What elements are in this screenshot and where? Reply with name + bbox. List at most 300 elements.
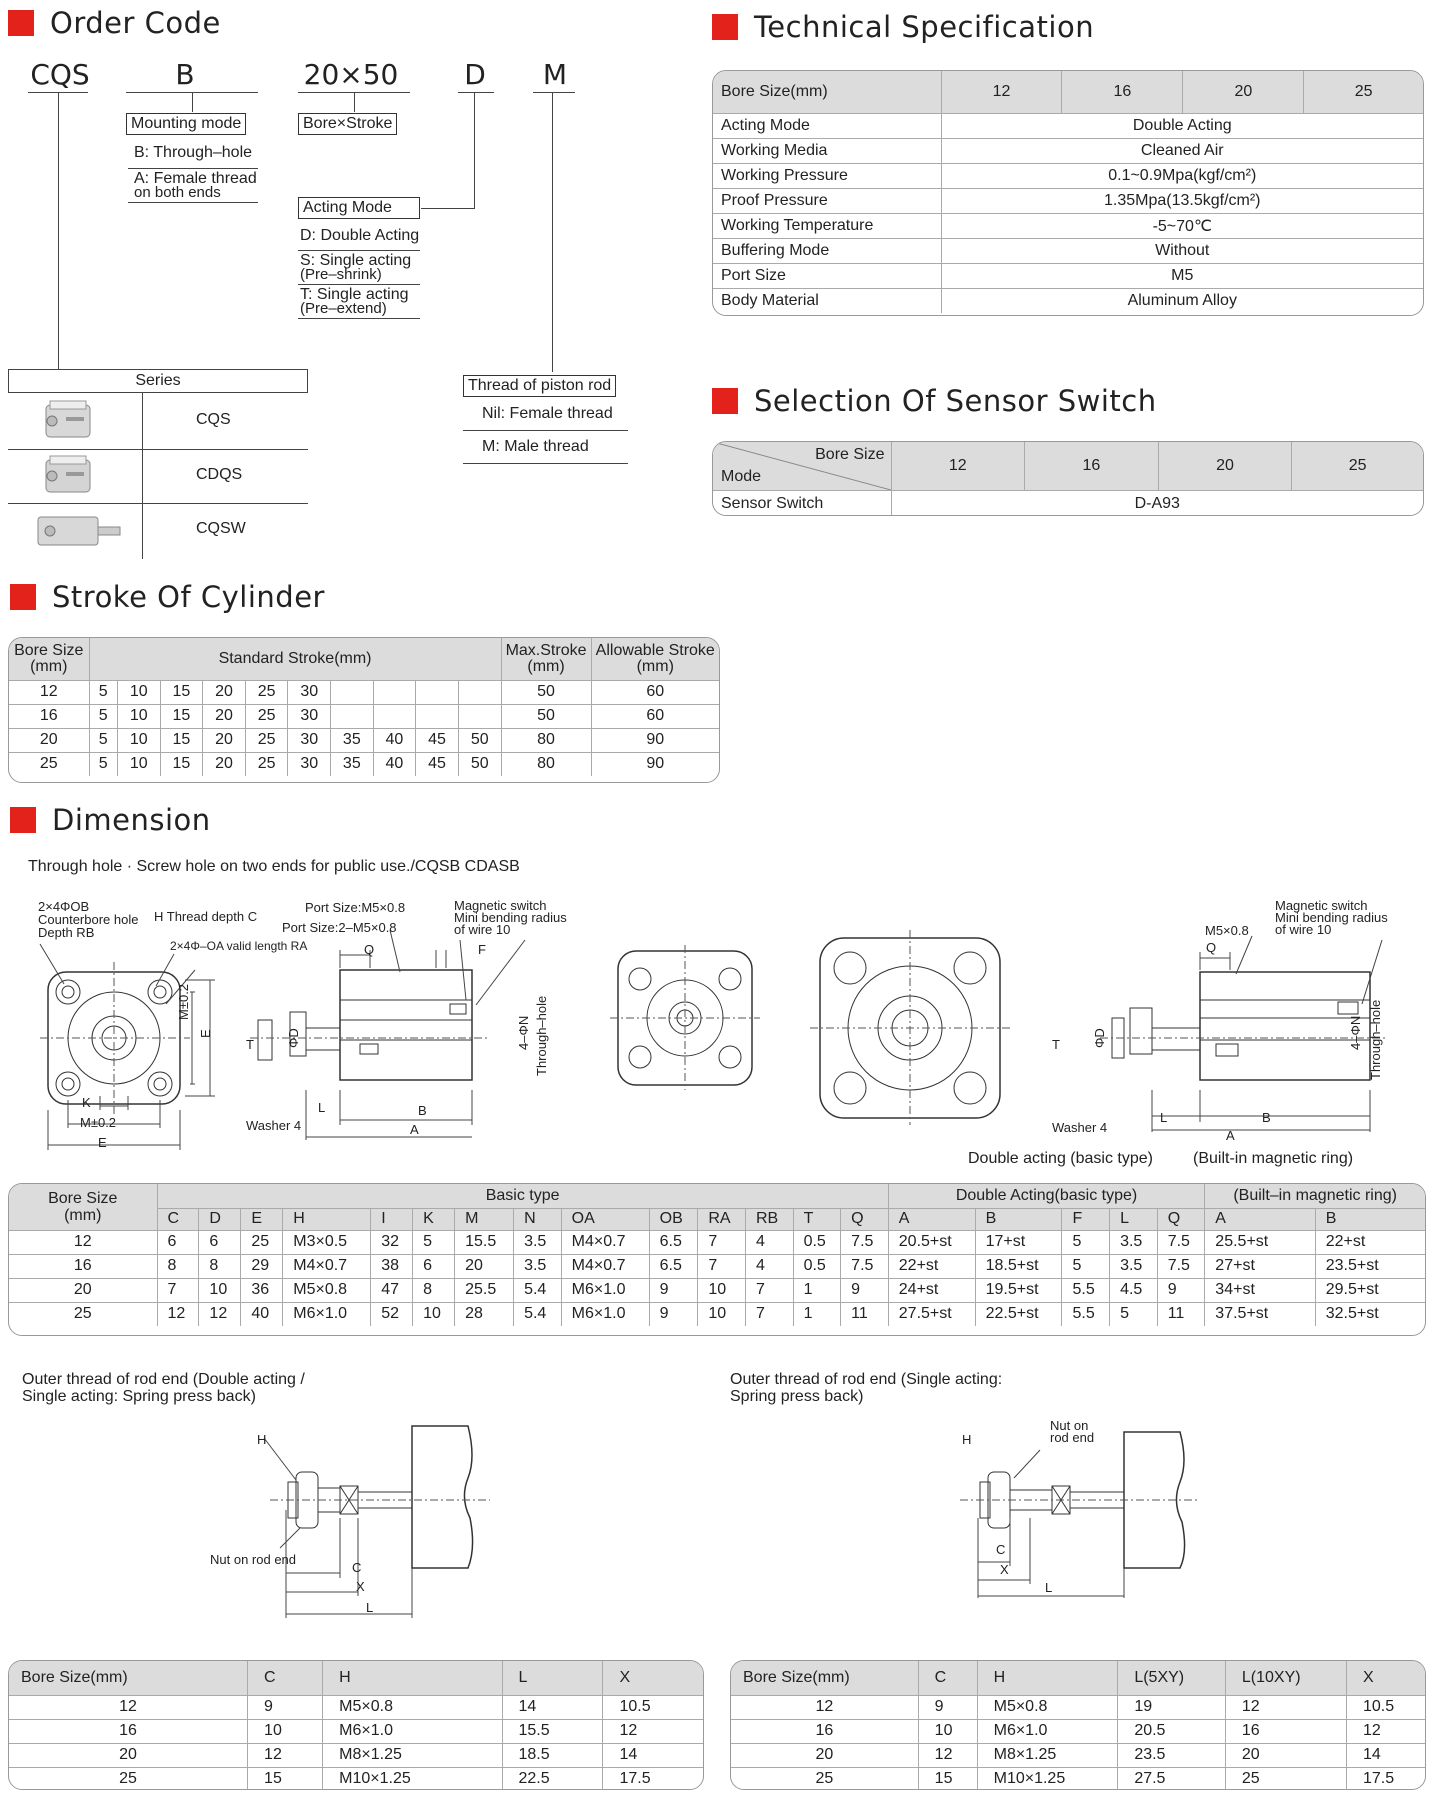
dim-col-header: I [371, 1208, 413, 1230]
dim-cell: 7.5 [841, 1230, 889, 1254]
stroke-cell [458, 704, 501, 728]
dimension-subtitle: Through hole · Screw hole on two ends for public use./CQSB CDASB [28, 858, 520, 875]
label-q: Q [364, 942, 375, 957]
stroke-cell: 30 [288, 704, 331, 728]
stroke-cell: 80 [501, 728, 591, 752]
dim-col-header: B [975, 1208, 1062, 1230]
acting-option-t-2: (Pre–extend) [300, 300, 387, 317]
rod-left-cell: 10.5 [603, 1695, 703, 1719]
dim-cell: 7 [698, 1254, 746, 1278]
dim-col-header: A [1205, 1208, 1315, 1230]
spec-row-value: -5~70℃ [941, 213, 1423, 238]
rod-left-cell: 9 [248, 1695, 323, 1719]
rod-right-header: C [918, 1661, 977, 1695]
dim-cell: 22+st [1315, 1230, 1425, 1254]
dim-col-header: K [413, 1208, 455, 1230]
rod-right-cell: M8×1.25 [977, 1743, 1118, 1767]
dim-col-header: H [283, 1208, 371, 1230]
sensor-value: D-A93 [891, 490, 1423, 516]
sensor-corner-cell [713, 442, 891, 490]
dim-cell: 5.4 [514, 1278, 562, 1302]
label-mag3: of wire 10 [454, 922, 511, 937]
cqsw-cylinder-icon [30, 507, 130, 555]
dim-cell: 5 [1110, 1302, 1158, 1326]
label-mag2: Mini bending radius [454, 910, 567, 925]
sensor-size-16: 16 [1025, 442, 1159, 490]
dim-cell: 3.5 [514, 1254, 562, 1278]
dim-cell: 11 [1157, 1302, 1205, 1326]
dim-col-header: OA [561, 1208, 649, 1230]
rod-left-cell: 10 [248, 1719, 323, 1743]
rod-left-cell: 14 [603, 1743, 703, 1767]
rod-right-cell: 14 [1346, 1743, 1425, 1767]
label-mag2-right: Mini bending radius [1275, 910, 1388, 925]
dim-cell: 36 [241, 1278, 283, 1302]
label-mag1: Magnetic switch [454, 898, 547, 913]
spec-row-label: Body Material [713, 288, 941, 313]
dim-cell: 8 [157, 1254, 199, 1278]
rod-left-table [8, 1660, 704, 1790]
label-a: A [410, 1122, 419, 1137]
dim-cell: 9 [841, 1278, 889, 1302]
dim-cell: 9 [649, 1278, 698, 1302]
dim-col-header: M [455, 1208, 514, 1230]
rod-left-header: L [502, 1661, 603, 1695]
stroke-cell: 15 [160, 752, 203, 776]
rod-left-caption-1: Outer thread of rod end (Double acting / [22, 1371, 305, 1388]
acting-option-t: T: Single acting [300, 286, 409, 303]
rod-left-l: L [366, 1600, 374, 1615]
stroke-cell: 45 [416, 728, 459, 752]
rod-right-cell: 12 [1346, 1719, 1425, 1743]
rod-right-cell: M10×1.25 [977, 1767, 1118, 1790]
dim-col-header: D [199, 1208, 241, 1230]
rod-right-cell: 23.5 [1118, 1743, 1226, 1767]
rod-left-cell: 12 [9, 1695, 248, 1719]
label-oa: 2×4Φ–OA valid length RA [170, 939, 308, 953]
order-code-title: Order Code [8, 6, 221, 40]
stroke-cell: 20 [9, 728, 89, 752]
dim-cell: 10 [698, 1278, 746, 1302]
rod-right-cell: 12 [918, 1743, 977, 1767]
rod-left-c: C [352, 1560, 362, 1575]
rod-left-cell: 22.5 [502, 1767, 603, 1790]
rod-right-cell: M6×1.0 [977, 1719, 1118, 1743]
dim-cell: 25.5+st [1205, 1230, 1315, 1254]
rod-right-x: X [1000, 1562, 1009, 1577]
dim-cell: 12 [199, 1302, 241, 1326]
rod-left-cell: 16 [9, 1719, 248, 1743]
dim-cell: 7 [745, 1302, 793, 1326]
dim-cell: 4.5 [1110, 1278, 1158, 1302]
stroke-cell: 50 [501, 680, 591, 704]
sensor-title: Selection Of Sensor Switch [712, 384, 1157, 418]
dim-cell: 38 [371, 1254, 413, 1278]
stroke-cell: 35 [331, 728, 374, 752]
rod-right-caption-1: Outer thread of rod end (Single acting: [730, 1371, 1003, 1388]
dim-col-header: C [157, 1208, 199, 1230]
sensor-row-label: Sensor Switch [713, 490, 891, 516]
dim-cell: 8 [199, 1254, 241, 1278]
label-n-right: 4–ΦN [1348, 1015, 1363, 1050]
sensor-table [712, 441, 1424, 516]
dim-col-header: N [514, 1208, 562, 1230]
stroke-cell: 5 [89, 752, 117, 776]
rod-left-cell: M8×1.25 [323, 1743, 502, 1767]
stroke-cell: 20 [203, 752, 246, 776]
red-square-icon [712, 14, 738, 40]
stroke-cell [416, 704, 459, 728]
rod-left-h: H [257, 1432, 267, 1447]
stroke-cell: 40 [373, 728, 416, 752]
rod-right-c: C [996, 1542, 1006, 1557]
dim-cell: 15.5 [455, 1230, 514, 1254]
rod-end-right-drawing [940, 1418, 1220, 1628]
label-b: B [418, 1103, 427, 1118]
stroke-cell: 30 [288, 680, 331, 704]
dim-cell: 27.5+st [888, 1302, 975, 1326]
acting-option-s: S: Single acting [300, 252, 412, 269]
rod-right-cell: 20.5 [1118, 1719, 1226, 1743]
code-mounting: B [175, 58, 195, 91]
dim-col-header: A [888, 1208, 975, 1230]
series-cqs: CQS [196, 411, 231, 428]
rod-left-header: X [603, 1661, 703, 1695]
rod-left-row [9, 1767, 703, 1790]
label-a-right: A [1226, 1128, 1235, 1143]
dim-cell: 29.5+st [1315, 1278, 1425, 1302]
stroke-cell [373, 680, 416, 704]
rod-left-cell: 25 [9, 1767, 248, 1790]
spec-header-bore: Bore Size(mm) [713, 71, 941, 113]
rod-right-row [731, 1719, 1425, 1743]
label-n: 4–ΦN [516, 1015, 531, 1050]
dim-cell: 11 [841, 1302, 889, 1326]
dim-row [9, 1230, 1425, 1254]
rod-right-cell: 25 [1225, 1767, 1346, 1790]
code-acting: D [464, 58, 486, 91]
dim-cell: 3.5 [1110, 1254, 1158, 1278]
dim-cell: 10 [698, 1302, 746, 1326]
dim-cell: 32.5+st [1315, 1302, 1425, 1326]
stroke-cell: 25 [245, 680, 288, 704]
sensor-size-25: 25 [1292, 442, 1423, 490]
dim-cell: 3.5 [1110, 1230, 1158, 1254]
spec-row-label: Working Media [713, 138, 941, 163]
rod-right-h: H [962, 1432, 972, 1447]
cqs-cylinder-icon [36, 397, 106, 445]
stroke-cell [331, 680, 374, 704]
dimension-title: Dimension [10, 803, 211, 837]
rod-left-cell: 17.5 [603, 1767, 703, 1790]
stroke-row [9, 704, 719, 728]
dim-cell: 25.5 [455, 1278, 514, 1302]
spec-header-12: 12 [941, 71, 1062, 113]
dim-cell: 7.5 [841, 1254, 889, 1278]
spec-row-value: 0.1~0.9Mpa(kgf/cm²) [941, 163, 1423, 188]
dim-row [9, 1278, 1425, 1302]
rod-right-row [731, 1767, 1425, 1790]
rod-right-cell: 12 [1225, 1695, 1346, 1719]
acting-option-s-2: (Pre–shrink) [300, 266, 382, 283]
dim-cell: M4×0.7 [561, 1230, 649, 1254]
acting-mode-label: Acting Mode [298, 197, 420, 219]
rod-left-cell: M5×0.8 [323, 1695, 502, 1719]
rod-right-header: Bore Size(mm) [731, 1661, 918, 1695]
rod-left-cell: 12 [603, 1719, 703, 1743]
spec-row-value: Without [941, 238, 1423, 263]
label-t: T [246, 1037, 254, 1052]
dim-group-basic: Basic type [157, 1184, 888, 1208]
dim-cell: 4 [745, 1254, 793, 1278]
dim-cell: 6.5 [649, 1254, 698, 1278]
dim-row [9, 1254, 1425, 1278]
stroke-cell: 35 [331, 752, 374, 776]
dim-cell: 22.5+st [975, 1302, 1062, 1326]
dim-cell: M5×0.8 [283, 1278, 371, 1302]
dim-cell: 18.5+st [975, 1254, 1062, 1278]
red-square-icon [712, 388, 738, 414]
dim-cell: 5 [413, 1230, 455, 1254]
series-label: Series [8, 369, 308, 393]
stroke-cell: 20 [203, 680, 246, 704]
rod-left-cell: 14 [502, 1695, 603, 1719]
rod-right-nut-1: Nut on [1050, 1418, 1089, 1433]
rod-right-header: X [1346, 1661, 1425, 1695]
series-table [8, 369, 308, 559]
dim-col-header: L [1110, 1208, 1158, 1230]
stroke-cell: 30 [288, 728, 331, 752]
rod-right-cell: 12 [731, 1695, 918, 1719]
caption-magnetic: (Built-in magnetic ring) [1193, 1150, 1354, 1167]
red-square-icon [10, 807, 36, 833]
label-washer: Washer 4 [246, 1118, 302, 1133]
label-through-right: Through–hole [1368, 999, 1383, 1080]
sensor-size-12: 12 [891, 442, 1025, 490]
dim-group-magnetic: (Built–in magnetic ring) [1205, 1184, 1425, 1208]
label-through: Through–hole [534, 995, 549, 1076]
stroke-row [9, 752, 719, 776]
mounting-option-a-2: on both ends [134, 184, 221, 201]
red-square-icon [10, 584, 36, 610]
rod-right-cell: 20 [731, 1743, 918, 1767]
series-cqsw: CQSW [196, 520, 246, 537]
mounting-option-a: A: Female thread [134, 170, 257, 187]
stroke-row [9, 680, 719, 704]
spec-header-20: 20 [1183, 71, 1304, 113]
stroke-cell: 25 [245, 752, 288, 776]
stroke-cell: 10 [117, 704, 160, 728]
spec-row-value: Aluminum Alloy [941, 288, 1423, 313]
dim-cell: 17+st [975, 1230, 1062, 1254]
spec-header-25: 25 [1304, 71, 1423, 113]
code-bore-stroke: 20×50 [303, 58, 399, 91]
dim-cell: 0.5 [793, 1254, 841, 1278]
dim-cell: 7 [698, 1230, 746, 1254]
dim-cell: 20 [9, 1278, 157, 1302]
code-series: CQS [30, 58, 90, 91]
rod-right-header: L(5XY) [1118, 1661, 1226, 1695]
dim-cell: 5.4 [514, 1302, 562, 1326]
dimension-table [8, 1183, 1426, 1336]
thread-option-m: M: Male thread [482, 438, 589, 455]
label-port2: Port Size:2–M5×0.8 [282, 920, 397, 935]
stroke-cell: 20 [203, 728, 246, 752]
thread-label: Thread of piston rod [463, 375, 616, 397]
dim-col-header: Q [841, 1208, 889, 1230]
dim-cell: 25 [241, 1230, 283, 1254]
stroke-cell [416, 680, 459, 704]
dim-header-bore: Bore Size (mm) [9, 1184, 157, 1230]
spec-row-label: Working Pressure [713, 163, 941, 188]
dim-col-header: Q [1157, 1208, 1205, 1230]
stroke-header-allowable: Allowable Stroke (mm) [591, 638, 719, 680]
dim-cell: 5.5 [1062, 1278, 1110, 1302]
mounting-mode-label: Mounting mode [126, 113, 246, 135]
rod-right-l: L [1045, 1580, 1053, 1595]
stroke-cell [373, 704, 416, 728]
spec-row-label: Acting Mode [713, 113, 941, 138]
dim-cell: 1 [793, 1302, 841, 1326]
dim-cell: 10 [413, 1302, 455, 1326]
rod-right-row [731, 1743, 1425, 1767]
dim-row [9, 1302, 1425, 1326]
stroke-cell: 90 [591, 728, 719, 752]
dim-cell: 23.5+st [1315, 1254, 1425, 1278]
stroke-cell: 10 [117, 752, 160, 776]
dim-cell: M6×1.0 [561, 1302, 649, 1326]
dim-cell: 29 [241, 1254, 283, 1278]
dim-cell: 27+st [1205, 1254, 1315, 1278]
stroke-cell: 15 [160, 704, 203, 728]
rod-left-row [9, 1719, 703, 1743]
label-d-right: ΦD [1092, 1028, 1107, 1048]
label-d: ΦD [286, 1028, 301, 1048]
stroke-cell [331, 704, 374, 728]
dim-cell: 20 [455, 1254, 514, 1278]
label-m5: M5×0.8 [1205, 923, 1249, 938]
series-cdqs: CDQS [196, 466, 243, 483]
rod-right-nut-2: rod end [1050, 1430, 1095, 1445]
label-port1: Port Size:M5×0.8 [305, 900, 406, 915]
dim-cell: 10 [199, 1278, 241, 1302]
label-washer-right: Washer 4 [1052, 1120, 1108, 1135]
dim-cell: 7 [157, 1278, 199, 1302]
spec-row-value: Cleaned Air [941, 138, 1423, 163]
dim-cell: M6×1.0 [283, 1302, 371, 1326]
dim-cell: 1 [793, 1278, 841, 1302]
dim-col-header: RB [745, 1208, 793, 1230]
stroke-cell: 25 [245, 728, 288, 752]
dim-cell: 6 [413, 1254, 455, 1278]
dim-col-header: RA [698, 1208, 746, 1230]
rod-right-cell: 25 [731, 1767, 918, 1790]
dim-cell: 16 [9, 1254, 157, 1278]
stroke-cell: 60 [591, 680, 719, 704]
dim-cell: M6×1.0 [561, 1278, 649, 1302]
stroke-cell: 10 [117, 728, 160, 752]
red-square-icon [8, 10, 34, 36]
end-view-small-drawing [610, 945, 760, 1090]
label-l-right: L [1160, 1110, 1168, 1125]
label-k: K [82, 1095, 91, 1110]
spec-row-label: Port Size [713, 263, 941, 288]
dim-cell: 5 [1062, 1254, 1110, 1278]
side-view-drawing [240, 900, 560, 1140]
rod-right-row [731, 1695, 1425, 1719]
rod-right-table [730, 1660, 1426, 1790]
bore-stroke-label: Bore×Stroke [298, 113, 397, 135]
dim-cell: 37.5+st [1205, 1302, 1315, 1326]
dim-cell: 7 [745, 1278, 793, 1302]
dim-cell: 12 [9, 1230, 157, 1254]
label-mag1-right: Magnetic switch [1275, 898, 1368, 913]
tech-spec-title: Technical Specification [712, 10, 1094, 44]
label-h-thread: H Thread depth C [154, 909, 258, 924]
label-q-right: Q [1206, 940, 1217, 955]
rod-right-cell: 19 [1118, 1695, 1226, 1719]
dim-cell: 6 [199, 1230, 241, 1254]
stroke-cell: 16 [9, 704, 89, 728]
stroke-row [9, 728, 719, 752]
dim-cell: 32 [371, 1230, 413, 1254]
dim-cell: 4 [745, 1230, 793, 1254]
rod-right-cell: 16 [731, 1719, 918, 1743]
rod-right-cell: 17.5 [1346, 1767, 1425, 1790]
dim-cell: 6.5 [649, 1230, 698, 1254]
dim-cell: M4×0.7 [283, 1254, 371, 1278]
stroke-cell: 25 [245, 704, 288, 728]
stroke-header-bore: Bore Size (mm) [9, 638, 89, 680]
rod-end-left-drawing [200, 1418, 520, 1638]
dim-col-header: F [1062, 1208, 1110, 1230]
dim-col-header: E [241, 1208, 283, 1230]
rod-left-header: Bore Size(mm) [9, 1661, 248, 1695]
stroke-cell: 10 [117, 680, 160, 704]
stroke-cell [458, 680, 501, 704]
stroke-cell: 20 [203, 704, 246, 728]
rod-left-caption-2: Single acting: Spring press back) [22, 1388, 256, 1405]
dim-cell: 5 [1062, 1230, 1110, 1254]
rod-left-cell: 15.5 [502, 1719, 603, 1743]
dim-cell: 7.5 [1157, 1254, 1205, 1278]
dim-cell: 47 [371, 1278, 413, 1302]
spec-row-value: M5 [941, 263, 1423, 288]
rod-left-nut: Nut on rod end [210, 1552, 297, 1567]
cdqs-cylinder-icon [36, 452, 106, 500]
spec-row-label: Buffering Mode [713, 238, 941, 263]
dim-cell: M3×0.5 [283, 1230, 371, 1254]
rod-left-row [9, 1695, 703, 1719]
dim-cell: 7.5 [1157, 1230, 1205, 1254]
dim-cell: 28 [455, 1302, 514, 1326]
label-ob: 2×4ΦOB [38, 899, 90, 914]
dim-cell: 25 [9, 1302, 157, 1326]
stroke-cell: 12 [9, 680, 89, 704]
stroke-cell: 80 [501, 752, 591, 776]
rod-left-cell: M10×1.25 [323, 1767, 502, 1790]
dim-cell: 8 [413, 1278, 455, 1302]
label-t-right: T [1052, 1037, 1060, 1052]
rod-left-cell: 20 [9, 1743, 248, 1767]
dim-cell: 9 [649, 1302, 698, 1326]
label-e: E [98, 1135, 107, 1150]
rod-left-cell: 12 [248, 1743, 323, 1767]
sensor-corner-bottom: Mode [721, 467, 762, 485]
dim-col-header: T [793, 1208, 841, 1230]
sensor-corner-top: Bore Size [815, 446, 885, 463]
dim-cell: 0.5 [793, 1230, 841, 1254]
